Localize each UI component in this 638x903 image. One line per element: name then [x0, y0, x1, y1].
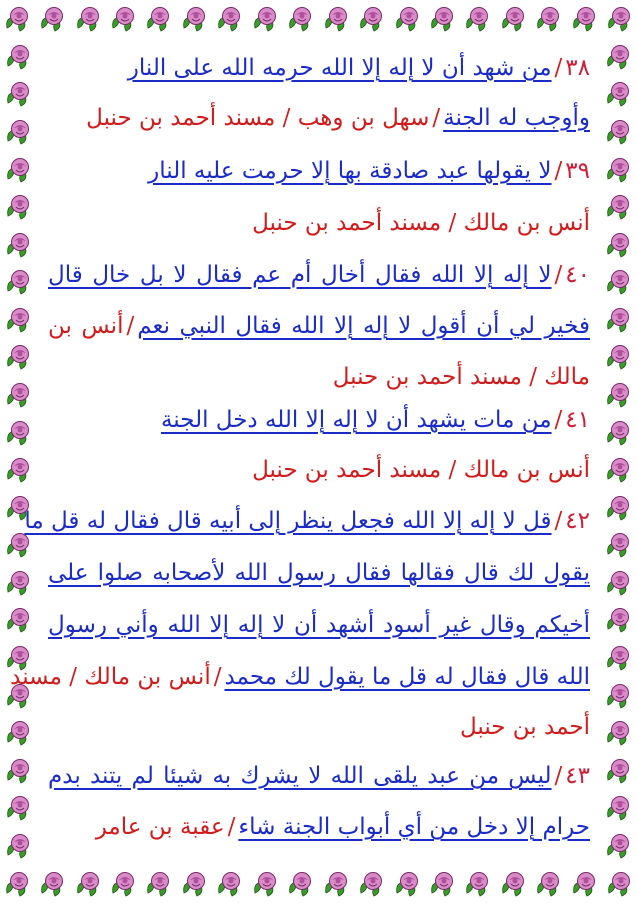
- rose-icon: [180, 4, 210, 34]
- separator: /: [554, 508, 563, 534]
- hadith-number: ٤١: [565, 407, 590, 433]
- hadith-number: ٤٢: [565, 508, 590, 534]
- rose-icon: [322, 4, 352, 34]
- rose-icon: [604, 493, 634, 523]
- text-line-6: [48, 306, 590, 346]
- rose-icon: [4, 117, 34, 147]
- rose-icon: [570, 4, 600, 34]
- hadith-number: ٤٠: [565, 262, 590, 288]
- hadith-text: الله قال فقال له قل ما يقول لك محمد: [224, 664, 590, 690]
- separator: /: [554, 262, 563, 288]
- text-line-5: [48, 255, 590, 295]
- rose-icon: [38, 4, 68, 34]
- hadith-source: أنس بن مالك / مسند أحمد بن حنبل: [252, 210, 590, 236]
- rose-icon: [322, 869, 352, 899]
- text-line-16: [48, 807, 590, 847]
- hadith-source: أنس بن: [48, 313, 124, 339]
- hadith-text: يقول لك قال فقالها فقال رسول الله لأصحابه صلوا على: [48, 560, 590, 586]
- rose-icon: [4, 718, 34, 748]
- rose-icon: [605, 4, 635, 34]
- rose-icon: [604, 605, 634, 635]
- rose-icon: [4, 192, 34, 222]
- rose-icon: [109, 4, 139, 34]
- left-rose-border: [0, 38, 38, 865]
- rose-icon: [499, 869, 529, 899]
- rose-icon: [4, 793, 34, 823]
- text-line-7: [48, 357, 590, 397]
- rose-icon: [251, 869, 281, 899]
- rose-icon: [499, 4, 529, 34]
- text-line-9: [48, 450, 590, 490]
- rose-icon: [4, 305, 34, 335]
- rose-icon: [3, 4, 33, 34]
- rose-icon: [604, 267, 634, 297]
- rose-icon: [604, 305, 634, 335]
- rose-icon: [3, 869, 33, 899]
- text-line-3: [48, 151, 590, 191]
- text-line-2: [48, 98, 590, 138]
- rose-icon: [604, 42, 634, 72]
- rose-icon: [4, 342, 34, 372]
- rose-icon: [4, 267, 34, 297]
- rose-icon: [428, 4, 458, 34]
- separator: /: [554, 407, 563, 433]
- separator: /: [554, 158, 563, 184]
- rose-icon: [4, 42, 34, 72]
- rose-icon: [604, 756, 634, 786]
- rose-icon: [286, 869, 316, 899]
- rose-icon: [604, 643, 634, 673]
- rose-icon: [4, 756, 34, 786]
- hadith-text: أخيكم وقال غير أسود أشهد أن لا إله إلا الله وأني رسول: [48, 612, 590, 638]
- rose-icon: [534, 4, 564, 34]
- right-rose-border: [600, 38, 638, 865]
- separator: /: [126, 313, 135, 339]
- rose-icon: [4, 418, 34, 448]
- text-line-14: [48, 707, 590, 747]
- hadith-text: قل لا إله إلا الله فجعل ينظر إلى أبيه قال فقال له قل ما: [24, 508, 552, 534]
- rose-icon: [215, 4, 245, 34]
- rose-icon: [251, 4, 281, 34]
- rose-icon: [604, 530, 634, 560]
- rose-icon: [534, 869, 564, 899]
- bottom-rose-border: [0, 865, 638, 903]
- rose-icon: [604, 681, 634, 711]
- separator: /: [213, 664, 222, 690]
- separator: /: [432, 105, 441, 131]
- hadith-source: عقبة بن عامر: [95, 814, 225, 840]
- rose-icon: [463, 4, 493, 34]
- rose-icon: [570, 869, 600, 899]
- rose-icon: [180, 869, 210, 899]
- rose-icon: [144, 4, 174, 34]
- rose-icon: [604, 455, 634, 485]
- text-line-10: [24, 501, 590, 541]
- rose-icon: [109, 869, 139, 899]
- hadith-source: مالك / مسند أحمد بن حنبل: [332, 364, 590, 390]
- rose-icon: [38, 869, 68, 899]
- hadith-text: لا يقولها عبد صادقة بها إلا حرمت عليه النار: [148, 158, 552, 184]
- rose-icon: [4, 455, 34, 485]
- rose-icon: [4, 605, 34, 635]
- rose-icon: [428, 869, 458, 899]
- text-line-1: [48, 48, 590, 88]
- hadith-text: حرام إلا دخل من أي أبواب الجنة شاء: [238, 814, 590, 840]
- rose-icon: [604, 718, 634, 748]
- rose-icon: [604, 380, 634, 410]
- rose-icon: [4, 230, 34, 260]
- rose-icon: [4, 79, 34, 109]
- text-line-12: [48, 605, 590, 645]
- hadith-text: لا إله إلا الله فقال أخال أم عم فقال لا بل خال قال: [48, 262, 552, 288]
- separator: /: [554, 763, 563, 789]
- rose-icon: [604, 568, 634, 598]
- hadith-number: ٣٩: [565, 158, 590, 184]
- text-line-13: [10, 657, 590, 697]
- rose-icon: [393, 869, 423, 899]
- rose-icon: [604, 418, 634, 448]
- rose-icon: [4, 155, 34, 185]
- hadith-source: أحمد بن حنبل: [459, 714, 590, 740]
- hadith-number: ٣٨: [565, 55, 590, 81]
- rose-icon: [4, 380, 34, 410]
- hadith-source: أنس بن مالك / مسند أحمد بن حنبل: [252, 457, 590, 483]
- hadith-text: فخير لي أن أقول لا إله إلا الله فقال النبي نعم: [137, 313, 590, 339]
- separator: /: [554, 55, 563, 81]
- hadith-number: ٤٣: [565, 763, 590, 789]
- rose-icon: [605, 869, 635, 899]
- text-line-15: [48, 756, 590, 796]
- rose-icon: [393, 4, 423, 34]
- rose-icon: [604, 117, 634, 147]
- rose-icon: [215, 869, 245, 899]
- rose-icon: [604, 831, 634, 861]
- rose-icon: [74, 4, 104, 34]
- rose-icon: [357, 869, 387, 899]
- rose-icon: [604, 192, 634, 222]
- rose-icon: [4, 831, 34, 861]
- top-rose-border: [0, 0, 638, 38]
- text-line-11: [48, 553, 590, 593]
- hadith-source: أنس بن مالك / مسند: [10, 664, 211, 690]
- rose-icon: [144, 869, 174, 899]
- rose-icon: [74, 869, 104, 899]
- rose-icon: [4, 568, 34, 598]
- rose-icon: [463, 869, 493, 899]
- rose-icon: [604, 79, 634, 109]
- text-line-4: [48, 203, 590, 243]
- text-line-8: [48, 400, 590, 440]
- separator: /: [227, 814, 236, 840]
- rose-icon: [604, 155, 634, 185]
- rose-icon: [604, 342, 634, 372]
- rose-icon: [604, 230, 634, 260]
- rose-icon: [286, 4, 316, 34]
- hadith-text: من مات يشهد أن لا إله إلا الله دخل الجنة: [160, 407, 552, 433]
- rose-icon: [357, 4, 387, 34]
- hadith-text: وأوجب له الجنة: [443, 105, 590, 131]
- rose-icon: [604, 793, 634, 823]
- hadith-source: سهل بن وهب / مسند أحمد بن حنبل: [86, 105, 430, 131]
- hadith-text: ليس من عبد يلقى الله لا يشرك به شيئا لم يتند بدم: [48, 763, 552, 789]
- hadith-text: من شهد أن لا إله إلا الله حرمه الله على النار: [127, 55, 552, 81]
- hadith-page: [10, 48, 590, 855]
